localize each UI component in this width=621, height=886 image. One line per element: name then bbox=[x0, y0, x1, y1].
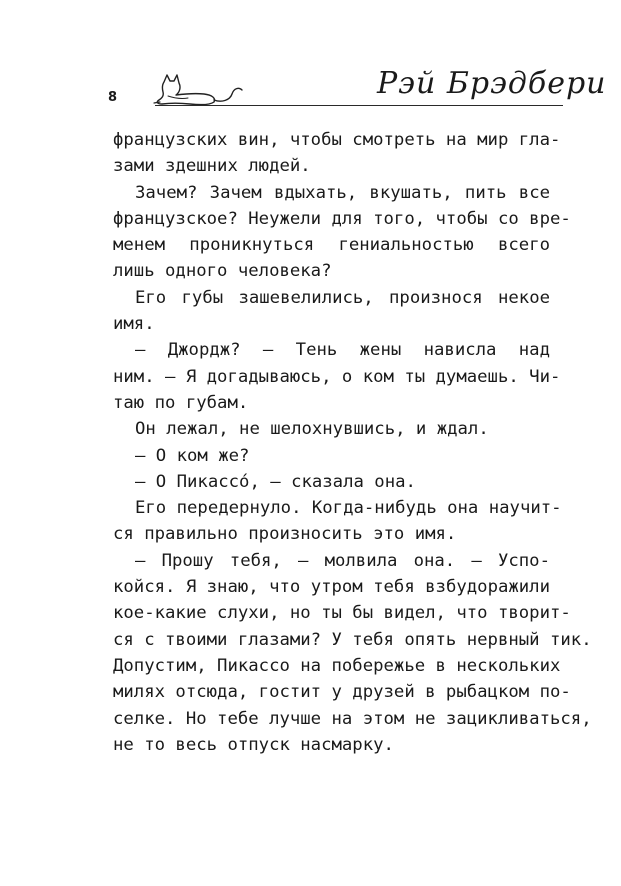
text-line: ним. — Я догадываюсь, о ком ты думаешь. Чи- bbox=[113, 366, 561, 387]
text-line: койся. Я знаю, что утром тебя взбудоражили bbox=[113, 577, 550, 598]
text-line: Его губы зашевелились, произнося некое bbox=[135, 287, 550, 308]
text-line: Зачем? Зачем вдыхать, вкушать, пить все bbox=[135, 182, 550, 203]
text-line: зами здешних людей. bbox=[113, 156, 311, 177]
text-line: Его передернуло. Когда-нибудь она научит- bbox=[135, 498, 562, 519]
text-line: — О ком же? bbox=[135, 445, 250, 466]
text-line: Допустим, Пикассо на побережье в нескольких bbox=[113, 655, 561, 676]
author-signature: Рэй Брэдбери bbox=[377, 66, 607, 101]
text-line: — Джордж? — Тень жены нависла над bbox=[135, 340, 550, 361]
text-line: ся правильно произносить это имя. bbox=[113, 524, 457, 545]
text-line: имя. bbox=[113, 314, 155, 335]
text-line: лишь одного человека? bbox=[113, 261, 332, 282]
text-line: Он лежал, не шелохнувшись, и ждал. bbox=[135, 419, 489, 440]
text-line: менем проникнуться гениальностью всего bbox=[113, 235, 550, 256]
text-line: французское? Неужели для того, чтобы со вре- bbox=[113, 208, 571, 229]
text-line: кое-какие слухи, но ты бы видел, что творит- bbox=[113, 603, 571, 624]
text-line: французских вин, чтобы смотреть на мир гла- bbox=[113, 130, 561, 150]
header-rule bbox=[155, 105, 563, 106]
text-line: — Прошу тебя, — молвила она. — Успо- bbox=[135, 550, 550, 571]
cat-icon bbox=[150, 72, 245, 106]
text-line: — О Пикассо́, — сказала она. bbox=[135, 471, 416, 492]
text-line: селке. Но тебе лучше на этом не зацикливаться, bbox=[113, 708, 592, 729]
page-header bbox=[0, 0, 621, 125]
text-line: ся с твоими глазами? У тебя опять нервный тик. bbox=[113, 629, 592, 650]
page-number: 8 bbox=[108, 90, 118, 105]
text-line: таю по губам. bbox=[113, 392, 249, 413]
text-line: не то весь отпуск насмарку. bbox=[113, 734, 394, 755]
body-text bbox=[113, 127, 592, 758]
text-line: милях отсюда, гостит у друзей в рыбацком по- bbox=[113, 682, 571, 703]
